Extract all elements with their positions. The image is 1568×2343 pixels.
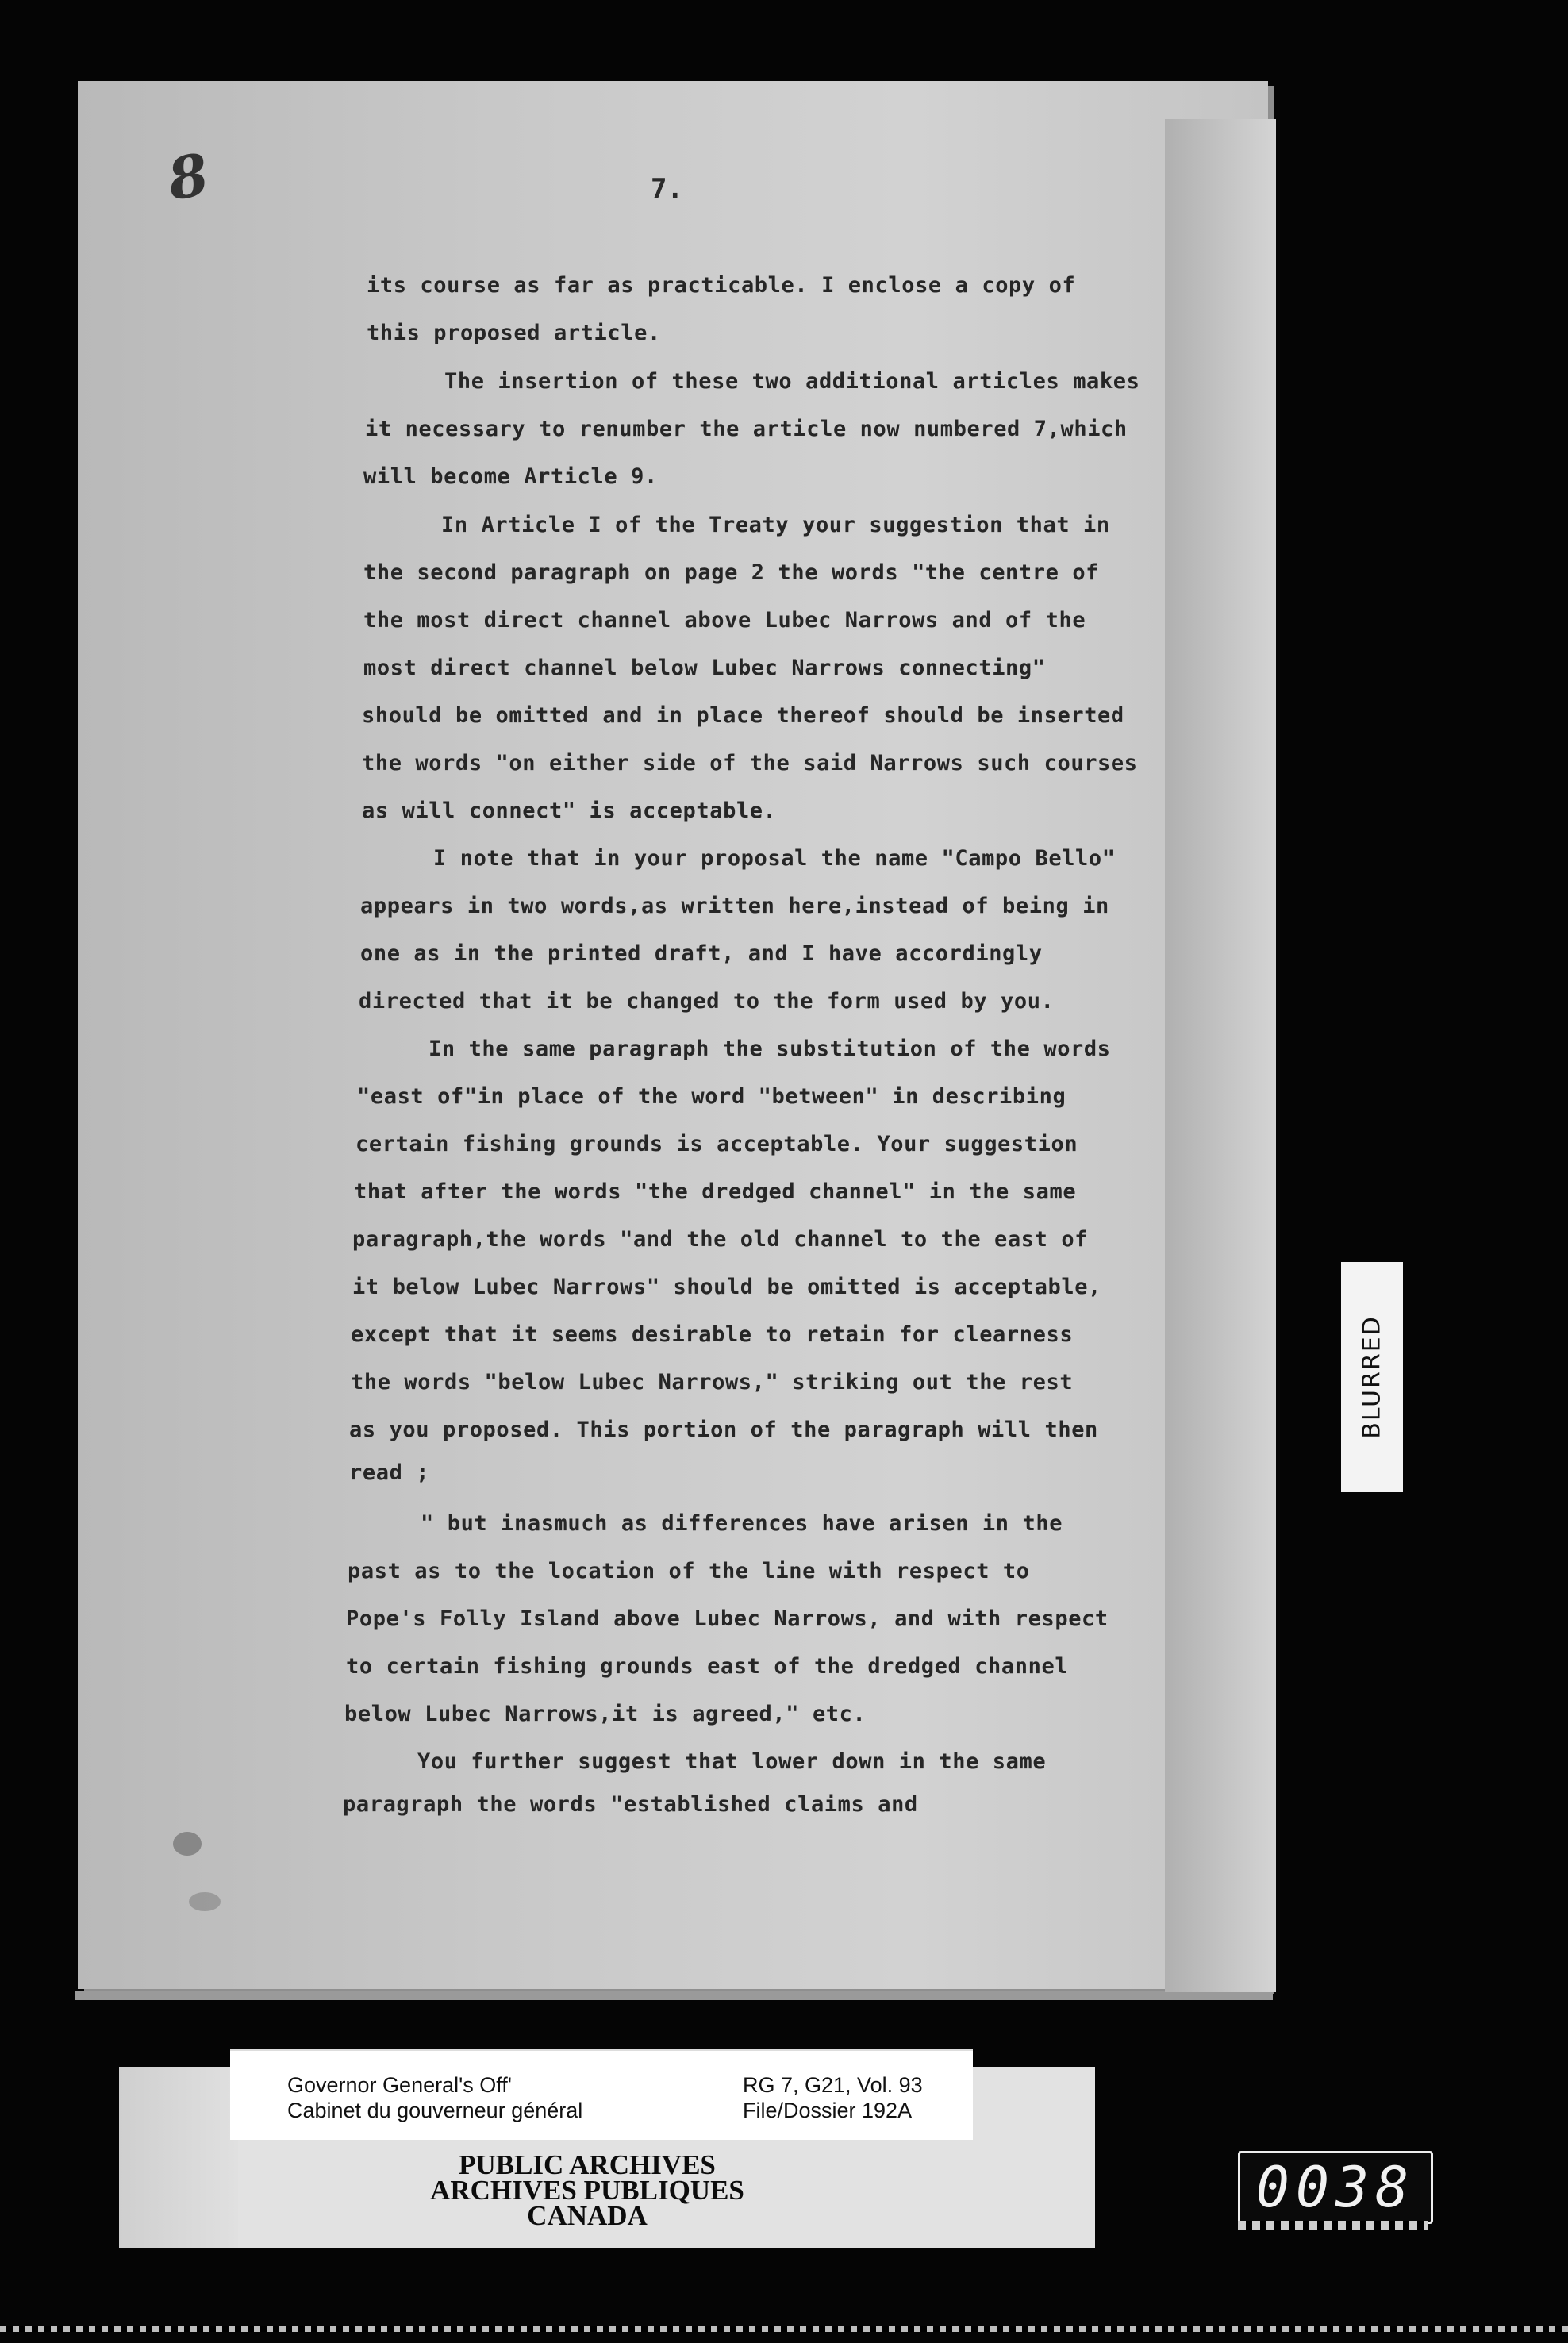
office-name-en: Governor General's Off' — [287, 2073, 512, 2097]
text-line: read ; — [349, 1460, 430, 1485]
text-line: the words "below Lubec Narrows," striking out the rest — [351, 1370, 1074, 1395]
text-line: it necessary to renumber the article now numbered 7,which — [365, 417, 1128, 441]
film-sprocket-marks — [1238, 2221, 1428, 2230]
text-line: directed that it be changed to the form used by you. — [359, 989, 1055, 1014]
text-line: that after the words "the dredged channel" in the same — [354, 1179, 1077, 1204]
page-number: 7. — [651, 173, 683, 205]
blurred-label-card — [1341, 1262, 1403, 1492]
public-archives-stamp — [286, 2149, 889, 2231]
text-line: below Lubec Narrows,it is agreed," etc. — [344, 1702, 867, 1726]
office-name-fr: Cabinet du gouverneur général — [287, 2099, 583, 2122]
text-line: it below Lubec Narrows" should be omitted is acceptable, — [352, 1275, 1101, 1299]
blurred-label-text: BLURRED — [1358, 1315, 1386, 1439]
text-line: I note that in your proposal the name "Campo Bello" — [433, 846, 1116, 871]
ink-smudge — [173, 1832, 202, 1856]
text-line: its course as far as practicable. I enclose a copy of — [367, 273, 1076, 298]
text-line: this proposed article. — [367, 321, 661, 345]
text-line: should be omitted and in place thereof should be inserted — [362, 703, 1124, 728]
ink-smudge — [189, 1892, 221, 1911]
stamp-line-country: CANADA — [527, 2200, 648, 2231]
text-line: except that it seems desirable to retain for clearness — [351, 1322, 1074, 1347]
text-line: as you proposed. This portion of the paragraph will then — [349, 1418, 1098, 1442]
text-line: the most direct channel above Lubec Narrows and of the — [363, 608, 1086, 633]
text-line: appears in two words,as written here,instead of being in — [360, 894, 1109, 918]
text-line: The insertion of these two additional articles makes — [444, 369, 1140, 394]
text-line: the words "on either side of the said Narrows such courses — [362, 751, 1138, 775]
record-group-reference: RG 7, G21, Vol. 93 — [743, 2073, 923, 2097]
text-line: You further suggest that lower down in the same — [417, 1749, 1047, 1774]
text-line: will become Article 9. — [363, 464, 658, 489]
text-line: In Article I of the Treaty your suggestion that in — [441, 513, 1110, 537]
film-edge — [0, 2326, 1568, 2332]
text-line: paragraph,the words "and the old channel to the east of — [352, 1227, 1089, 1252]
stamp-line-en: PUBLIC ARCHIVES — [459, 2149, 716, 2180]
text-line: certain fishing grounds is acceptable. Your suggestion — [355, 1132, 1078, 1156]
text-line: as will connect" is acceptable. — [362, 798, 777, 823]
text-line: In the same paragraph the substitution of the words — [429, 1037, 1111, 1061]
stamp-line-fr: ARCHIVES PUBLIQUES — [430, 2175, 744, 2206]
text-line: past as to the location of the line with respect to — [348, 1559, 1030, 1583]
text-line: the second paragraph on page 2 the words "the centre of — [363, 560, 1100, 585]
text-line: paragraph the words "established claims and — [343, 1792, 918, 1817]
archive-reference-label — [230, 2049, 973, 2140]
handwritten-folio-mark: 8 — [163, 140, 214, 214]
text-line: one as in the printed draft, and I have accordingly — [360, 941, 1043, 966]
text-line: most direct channel below Lubec Narrows connecting" — [363, 656, 1046, 680]
text-line: to certain fishing grounds east of the dredged channel — [346, 1654, 1069, 1679]
text-line: " but inasmuch as differences have arisen in the — [421, 1511, 1063, 1536]
text-line: "east of"in place of the word "between" in describing — [357, 1084, 1066, 1109]
text-line: Pope's Folly Island above Lubec Narrows, and with respect — [346, 1606, 1109, 1631]
file-reference: File/Dossier 192A — [743, 2099, 913, 2122]
frame-counter: 0038 — [1238, 2151, 1433, 2224]
